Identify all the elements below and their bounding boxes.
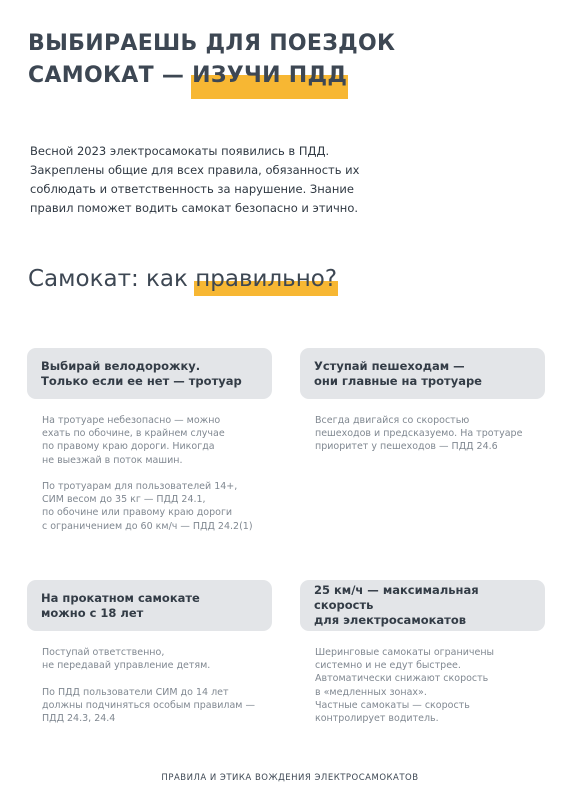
section-title-highlight: правильно?	[195, 262, 337, 296]
rule-body-bike-lane: На тротуаре небезопасно — можно ехать по обочине, в крайнем случае по правому краю дороги. Никогда не выезжай в поток машин. По тротуарам для пользователей 14+, СИМ весом до 35 кг — ПДД 24.1, по обочине или правому краю дороги с ограничением до 60 км/ч — ПДД 24.2(1)	[42, 415, 253, 532]
page-footer: ПРАВИЛА И ЭТИКА ВОЖДЕНИЯ ЭЛЕКТРОСАМОКАТОВ	[161, 773, 419, 783]
rule-body-pedestrians: Всегда двигайся со скоростью пешеходов и предсказуемо. На тротуаре приоритет у пешеходов — ПДД 24.6	[315, 415, 523, 453]
rule-heading: Выбирай велодорожку. Только если ее нет — тротуар	[41, 358, 242, 388]
rule-card-speed	[300, 580, 545, 631]
title-highlight: ИЗУЧИ ПДД	[192, 60, 347, 92]
rule-card-bike-lane	[27, 348, 272, 399]
title-line-1: ВЫБИРАЕШЬ ДЛЯ ПОЕЗДОК	[28, 31, 396, 56]
section-title-prefix: Самокат: как	[28, 266, 196, 292]
rule-heading: На прокатном самокате можно с 18 лет	[41, 590, 200, 620]
page-title	[28, 28, 395, 92]
rule-body-speed: Шеринговые самокаты ограничены системно и не едут быстрее. Автоматически снижают скорость в «медленных зонах». Частные самокаты — скорость контролирует водитель.	[315, 647, 495, 725]
section-title	[28, 262, 337, 296]
intro-paragraph: Весной 2023 электросамокаты появились в ПДД. Закреплены общие для всех правила, обязанность их соблюдать и ответственность за нарушение. Знание правил поможет водить самокат безопасно и этично.	[30, 144, 360, 215]
title-line-2-prefix: САМОКАТ —	[28, 63, 193, 88]
rule-body-age: Поступай ответственно, не передавай управление детям. По ПДД пользователи СИМ до 14 лет должны подчиняться особым правилам — ПДД 24.3, 24.4	[42, 647, 255, 725]
rule-card-pedestrians	[300, 348, 545, 399]
rule-heading: 25 км/ч — максимальная скорость для электросамокатов	[314, 583, 479, 627]
rule-heading: Уступай пешеходам — они главные на тротуаре	[314, 358, 482, 388]
rule-card-age	[27, 580, 272, 631]
